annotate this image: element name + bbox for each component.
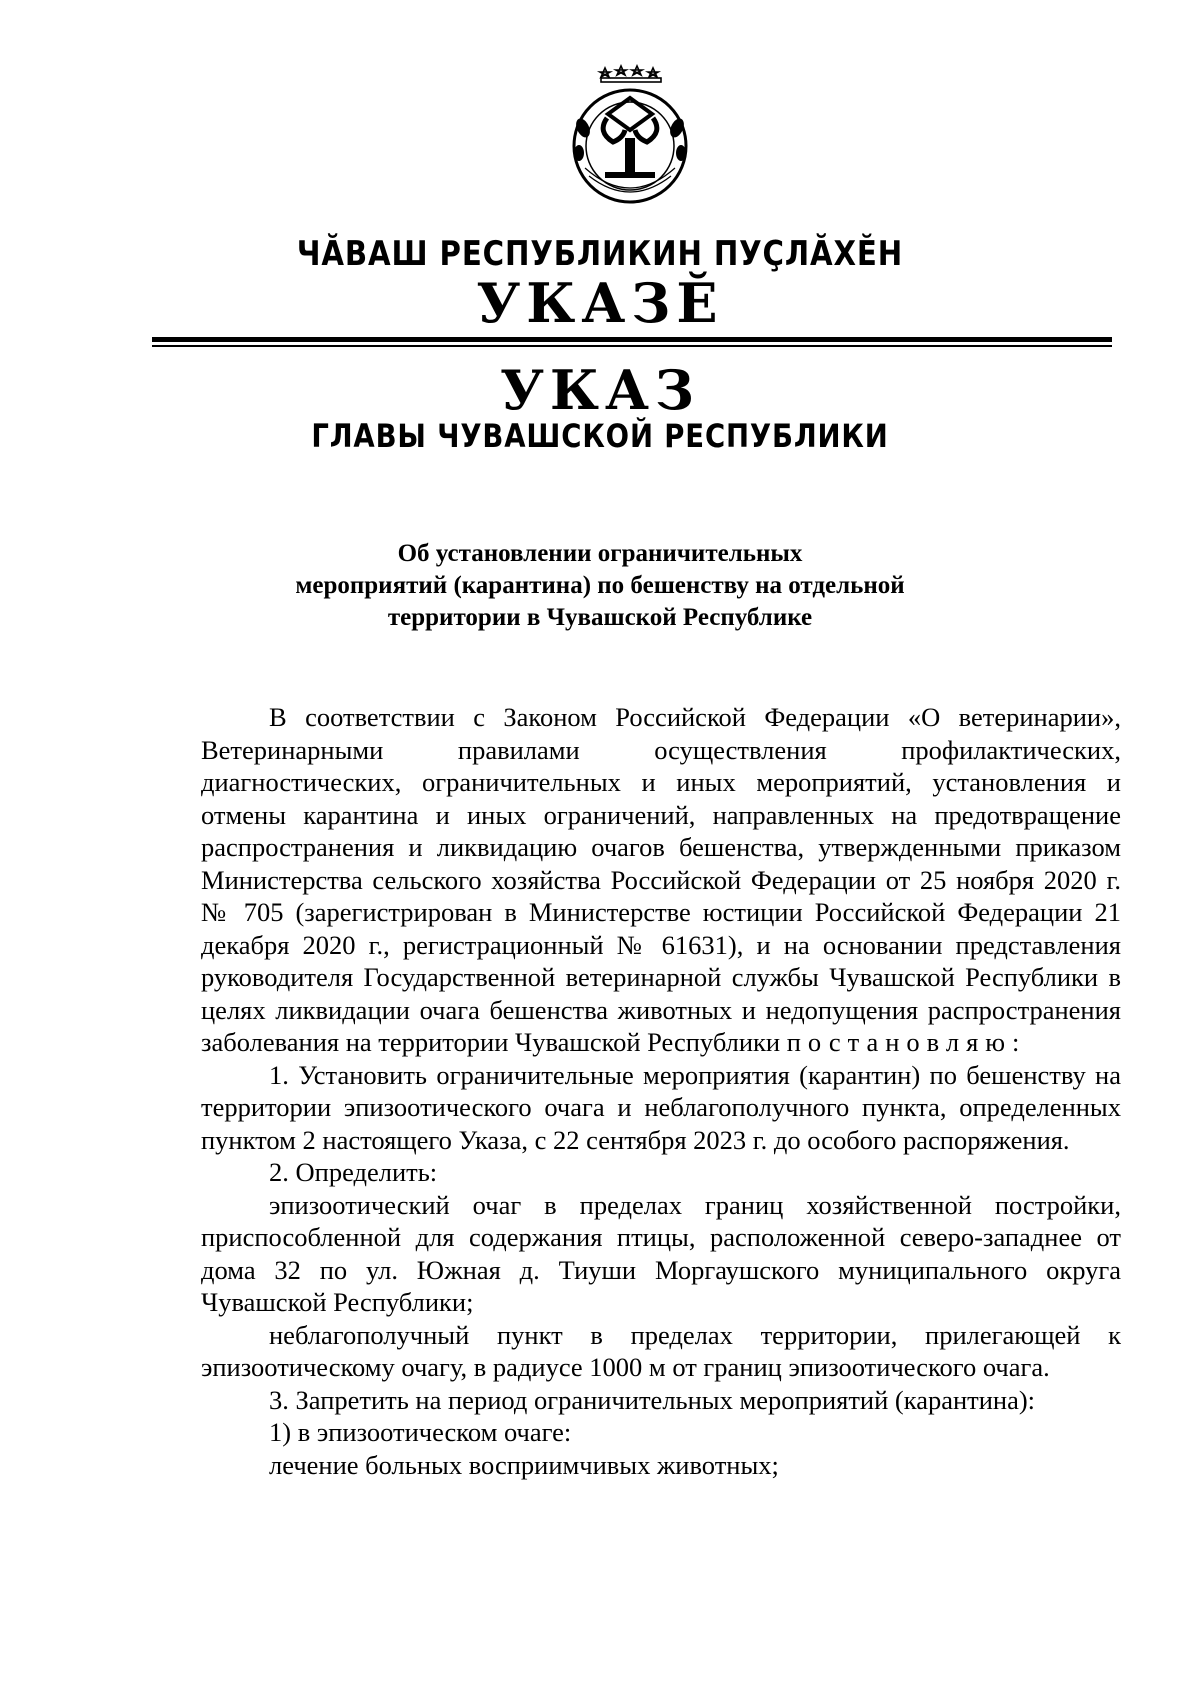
item-3-1: 1) в эпизоотическом очаге: [269, 1417, 572, 1447]
subject-line-3: территории в Чувашской Республике [387, 604, 813, 631]
item-1: 1. Установить ограничительные мероприятия (карантин) по бешенству на территории эпизоотического очага и неблагополучного пункта, определенных пунктом 2 настоящего Указа, с 22 сентября 2023 г. до особого распоряжения. [201, 1059, 1121, 1155]
item-2b: неблагополучный пункт в пределах территории, прилегающей к эпизоотическому очагу, в радиусе 1000 м от границ эпизоотического очага. [201, 1319, 1121, 1382]
chuvash-emblem-icon [555, 58, 705, 208]
preamble-text: В соответствии с Законом Российской Федерации «О ветеринарии», Ветеринарными правилами осуществления профилактических, диагностических, ограничительных и иных мероприятий, установления и отмены карантина и иных ограничений, направленных на предотвращение распространения и ликвидацию очагов бешенства, утвержденными приказом Министерства сельского хозяйства Российской Федерации от 25 ноября 2020 г. № 705 (зарегистрирован в Министерстве юстиции Российской Федерации 21 декабря 2020 г., регистрационный № 61631), и на основании представления руководителя Государственной ветеринарной службы Чувашской Республики в целях ликвидации очага бешенства животных и недопущения распространения заболевания на территории Чувашской Республики [201, 702, 1121, 1057]
decree-word: постановляю: [786, 1027, 1027, 1057]
decree-body [201, 701, 1121, 1481]
header-rule-thick [152, 337, 1112, 342]
subject-line-2: мероприятий (карантина) по бешенству на отдельной [295, 572, 905, 599]
item-3-1a: лечение больных восприимчивых животных; [269, 1449, 779, 1480]
russian-title-line: ГЛАВЫ ЧУВАШСКОЙ РЕСПУБЛИКИ [311, 417, 889, 455]
decree-subject [0, 538, 1200, 634]
chuvash-title-line: ЧĂВАШ РЕСПУБЛИКИН ПУҪЛĂХĔН [296, 234, 904, 274]
item-3: 3. Запретить на период ограничительных мероприятий (карантина): [269, 1384, 1036, 1415]
chuvash-decree-word: УКАЗĔ [476, 271, 724, 335]
preamble-paragraph [201, 701, 1121, 1059]
russian-decree-word: УКАЗ [500, 358, 700, 422]
subject-line-1: Об установлении ограничительных [397, 540, 803, 567]
header-rule-thin [152, 345, 1112, 347]
item-2a: эпизоотический очаг в пределах границ хозяйственной постройки, приспособленной для содержания птицы, расположенной северо-западнее от дома 32 по ул. Южная д. Тиуши Моргаушского муниципального округа Чувашской Республики; [201, 1189, 1121, 1317]
item-2: 2. Определить: [269, 1157, 438, 1187]
